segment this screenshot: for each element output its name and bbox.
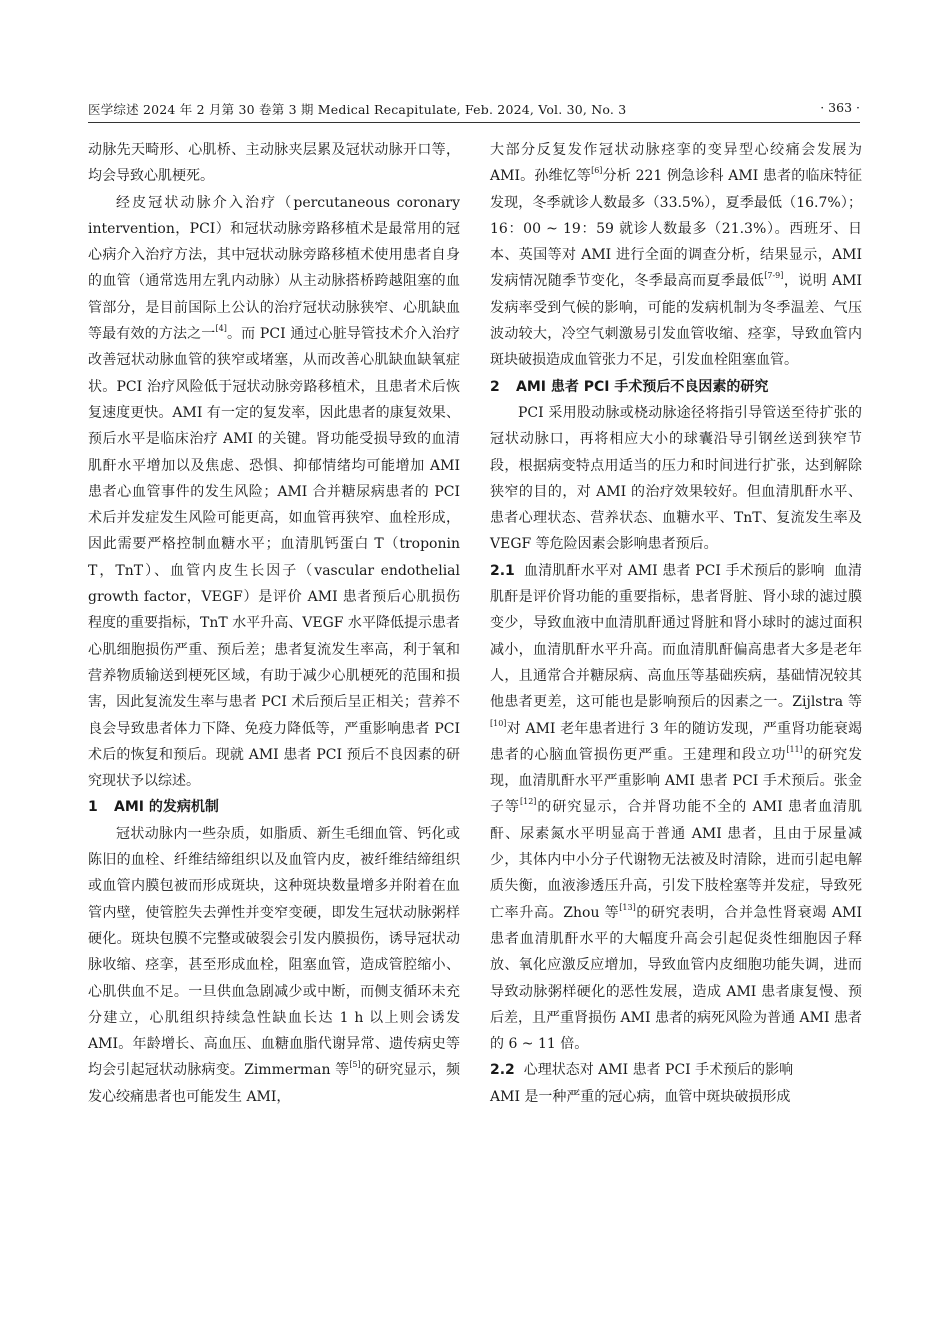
citation: [10] [490,718,507,728]
paragraph: 冠状动脉内一些杂质，如脂质、新生毛细血管、钙化或陈旧的血栓、纤维结缔组织以及血管内皮，被纤维结缔组织或血管内膜包被而形成斑块，这种斑块数量增多并附着在血管内壁，使管腔失去弹性并变窄变硬，即发生冠状动脉粥样硬化。斑块包膜不完整或破裂会引发内膜损伤，诱导冠状动脉收缩、痉挛，甚至形成血栓，阻塞血管，造成管腔缩小、心肌供血不足。一旦供血急剧减少或中断，而侧支循环未充分建立，心肌组织持续急性缺血长达 1 h 以上则会诱发 AMI。年龄增长、高血压、血糖血脂代谢异常、遗传病史等均会引起冠状动脉病变。Zimmerman 等[5]的研究显示，频发心绞痛患者也可能发生 AMI， [88,825,460,1105]
subsection-number: 2.1 [490,562,515,579]
section-heading: 1 AMI 的发病机制 [88,799,219,816]
citation: [6] [591,166,603,176]
subsection-title: 心理状态对 AMI 患者 PCI 手术预后的影响 [523,1062,794,1079]
left-column [88,137,460,1110]
citation: [7-9] [764,271,784,281]
journal-info: 医学综述 2024 年 2 月第 30 卷第 3 期 Medical Recapitulate, Feb. 2024, Vol. 30, No. 3 [88,102,627,117]
citation: [13] [619,902,636,912]
right-column [490,137,862,1110]
subsection-heading [490,1057,862,1083]
running-header [88,100,860,122]
header-rule [88,122,860,123]
citation: [11] [786,744,803,754]
paragraph: 经皮冠状动脉介入治疗（percutaneous coronary intervention，PCI）和冠状动脉旁路移植术是最常用的冠心病介入治疗方法，其中冠状动脉旁路移植术使用患者自身的血管（通常选用左乳内动脉）从主动脉搭桥跨越阻塞的血管部分，是目前国际上公认的治疗冠状动脉狭窄、心肌缺血等最有效的方法之一[4]。而 PCI 通过心脏导管技术介入治疗改善冠状动脉血管的狭窄或堵塞，从而改善心肌缺血缺氧症状。PCI 治疗风险低于冠状动脉旁路移植术，且患者术后恢复速度更快。AMI 有一定的复发率，因此患者的康复效果、预后水平是临床治疗 AMI 的关键。肾功能受损导致的血清肌酐水平增加以及焦虑、恐惧、抑郁情绪均可能增加 AMI 患者心血管事件的发生风险；AMI 合并糖尿病患者的 PCI 术后并发症发生风险可能更高，如血管再狭窄、血栓形成，因此需要严格控制血糖水平；血清肌钙蛋白 T（troponin T，TnT）、血管内皮生长因子（vascular endothelial growth factor，VEGF）是评价 AMI 患者预后心肌损伤程度的重要指标，TnT 水平升高、VEGF 水平降低提示患者心肌细胞损伤严重、预后差；患者复流发生率高，利于氧和营养物质输送到梗死区域，有助于减少心肌梗死的范围和损害，因此复流发生率与患者 PCI 术后预后呈正相关；营养不良会导致患者体力下降、免疫力降低等，严重影响患者 PCI 术后的恢复和预后。现就 AMI 患者 PCI 预后不良因素的研究现状予以综述。 [88,194,461,790]
citation: [4] [215,324,227,334]
section-heading: 2 AMI 患者 PCI 手术预后不良因素的研究 [490,378,769,395]
subsection-number: 2.2 [490,1062,515,1079]
paragraph: PCI 采用股动脉或桡动脉途径将指引导管送至待扩张的冠状动脉口，再将相应大小的球囊沿导引钢丝送到狭窄节段，根据病变特点用适当的压力和时间进行扩张，达到解除狭窄的目的，对 AMI 的治疗效果较好。但血清肌酐水平、患者心理状态、营养状态、血糖水平、TnT、复流发生率及 VEGF 等危险因素会影响患者预后。 [490,404,862,553]
paragraph: AMI 是一种严重的冠心病，血管中斑块破损形成 [490,1088,791,1105]
page-number: · 363 · [820,100,860,115]
citation: [5] [349,1060,361,1070]
subsection-paragraph: 2.1 血清肌酐水平对 AMI 患者 PCI 手术预后的影响 血清肌酐是评价肾功能的重要指标，患者肾脏、肾小球的滤过膜变少，导致血液中血清肌酐通过肾脏和肾小球时的滤过面积减小，血清肌酐水平升高。而血清肌酐偏高患者大多是老年人，且通常合并糖尿病、高血压等基础疾病，基础情况较其他患者更差，这可能也是影响预后的因素之一。Zijlstra 等[10]对 AMI 老年患者进行 3 年的随访发现，严重肾功能衰竭患者的心脑血管损伤更严重。王建理和段立功[11]的研究发现，血清肌酐水平严重影响 AMI 患者 PCI 手术预后。张金子等[12]的研究显示，合并肾功能不全的 AMI 患者血清肌酐、尿素氮水平明显高于普通 AMI 患者，且由于尿量减少，其体内中小分子代谢物无法被及时清除，进而引起电解质失衡，血液渗透压升高，引发下肢栓塞等并发症，导致死亡率升高。Zhou 等[13]的研究表明，合并急性肾衰竭 AMI 患者血清肌酐水平的大幅度升高会引起促炎性细胞因子释放、氧化应激反应增加，导致血管内皮细胞功能失调，进而导致动脉粥样硬化的恶性发展，造成 AMI 患者康复慢、预后差，且严重肾损伤 AMI 患者的病死风险为普通 AMI 患者的 6 ~ 11 倍。 [490,562,863,1053]
citation: [12] [519,797,537,807]
paragraph: 大部分反复发作冠状动脉痉挛的变异型心绞痛会发展为 AMI。孙维忆等[6]分析 221 例急诊科 AMI 患者的临床特征发现，冬季就诊人数最多（33.5%），夏季最低（16.7%）；16：00 ~ 19：59 就诊人数最多（21.3%）。西班牙、日本、英国等对 AMI 进行全面的调查分析，结果显示，AMI 发病情况随季节变化，冬季最高而夏季最低[7-9]，说明 AMI 发病率受到气候的影响，可能的发病机制为冬季温差、气压波动较大，冷空气刺激易引发血管收缩、痉挛，导致血管内斑块破损造成血管张力不足，引发血栓阻塞血管。 [490,142,863,369]
subsection-title: 血清肌酐水平对 AMI 患者 PCI 手术预后的影响 [524,562,825,579]
paragraph: 动脉先天畸形、心肌桥、主动脉夹层累及冠状动脉开口等，均会导致心肌梗死。 [88,142,460,185]
